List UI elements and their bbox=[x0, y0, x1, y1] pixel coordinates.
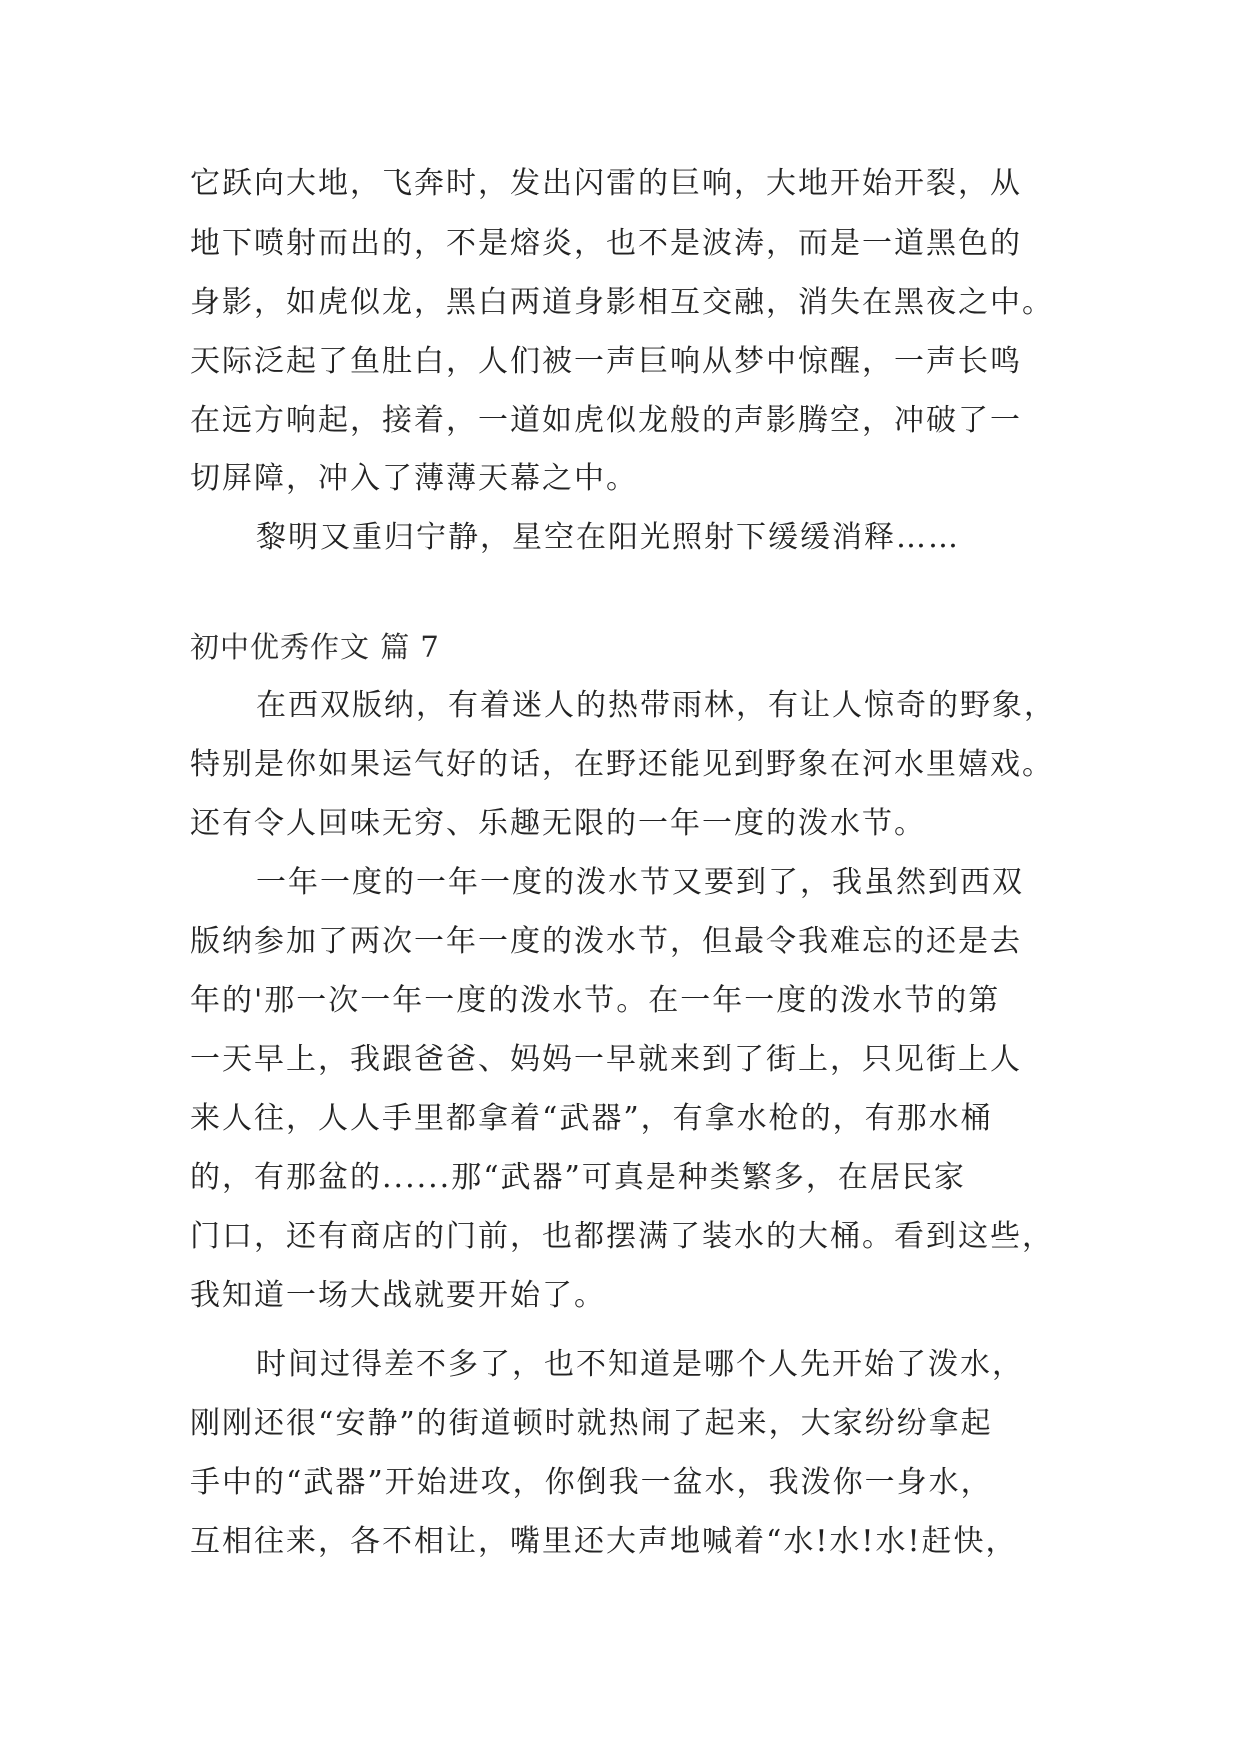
paragraph-line: 手中的“武器”开始进攻，你倒我一盆水，我泼你一身水， bbox=[190, 1465, 993, 1500]
paragraph-line: 门口，还有商店的门前，也都摆满了装水的大桶。看到这些， bbox=[190, 1219, 1054, 1254]
paragraph-line: 在西双版纳，有着迷人的热带雨林，有让人惊奇的野象， bbox=[256, 688, 1056, 723]
paragraph-line: 一天早上，我跟爸爸、妈妈一早就来到了街上，只见街上人 bbox=[190, 1042, 1022, 1077]
paragraph-line: 黎明又重归宁静，星空在阳光照射下缓缓消释…… bbox=[256, 520, 960, 555]
paragraph-line: 还有令人回味无穷、乐趣无限的一年一度的泼水节。 bbox=[190, 806, 926, 841]
paragraph-line: 身影，如虎似龙，黑白两道身影相互交融，消失在黑夜之中。 bbox=[190, 285, 1054, 320]
paragraph-line: 它跃向大地，飞奔时，发出闪雷的巨响，大地开始开裂，从 bbox=[190, 166, 1022, 201]
paragraph-line: 年的'那一次一年一度的泼水节。在一年一度的泼水节的第 bbox=[190, 983, 1001, 1018]
paragraph-line: 版纳参加了两次一年一度的泼水节，但最令我难忘的还是去 bbox=[190, 924, 1022, 959]
section-heading: 初中优秀作文 篇 7 bbox=[190, 630, 440, 664]
paragraph-line: 一年一度的一年一度的泼水节又要到了，我虽然到西双 bbox=[256, 865, 1024, 900]
paragraph-line: 我知道一场大战就要开始了。 bbox=[190, 1278, 606, 1313]
paragraph-line: 刚刚还很“安静”的街道顿时就热闹了起来，大家纷纷拿起 bbox=[190, 1406, 993, 1441]
paragraph-line: 天际泛起了鱼肚白，人们被一声巨响从梦中惊醒，一声长鸣 bbox=[190, 344, 1022, 379]
paragraph-line: 切屏障，冲入了薄薄天幕之中。 bbox=[190, 461, 638, 496]
paragraph-line: 时间过得差不多了，也不知道是哪个人先开始了泼水， bbox=[256, 1347, 1024, 1382]
paragraph-line: 特别是你如果运气好的话，在野还能见到野象在河水里嬉戏。 bbox=[190, 747, 1054, 782]
paragraph-line: 地下喷射而出的，不是熔炎，也不是波涛，而是一道黑色的 bbox=[190, 226, 1022, 261]
paragraph-line: 在远方响起，接着，一道如虎似龙般的声影腾空，冲破了一 bbox=[190, 403, 1022, 438]
paragraph-line: 来人往，人人手里都拿着“武器”，有拿水枪的，有那水桶 bbox=[190, 1101, 993, 1136]
paragraph-line: 的，有那盆的......那“武器”可真是种类繁多，在居民家 bbox=[190, 1160, 966, 1195]
paragraph-line: 互相往来，各不相让，嘴里还大声地喊着“水!水!水!赶快， bbox=[190, 1524, 1018, 1559]
